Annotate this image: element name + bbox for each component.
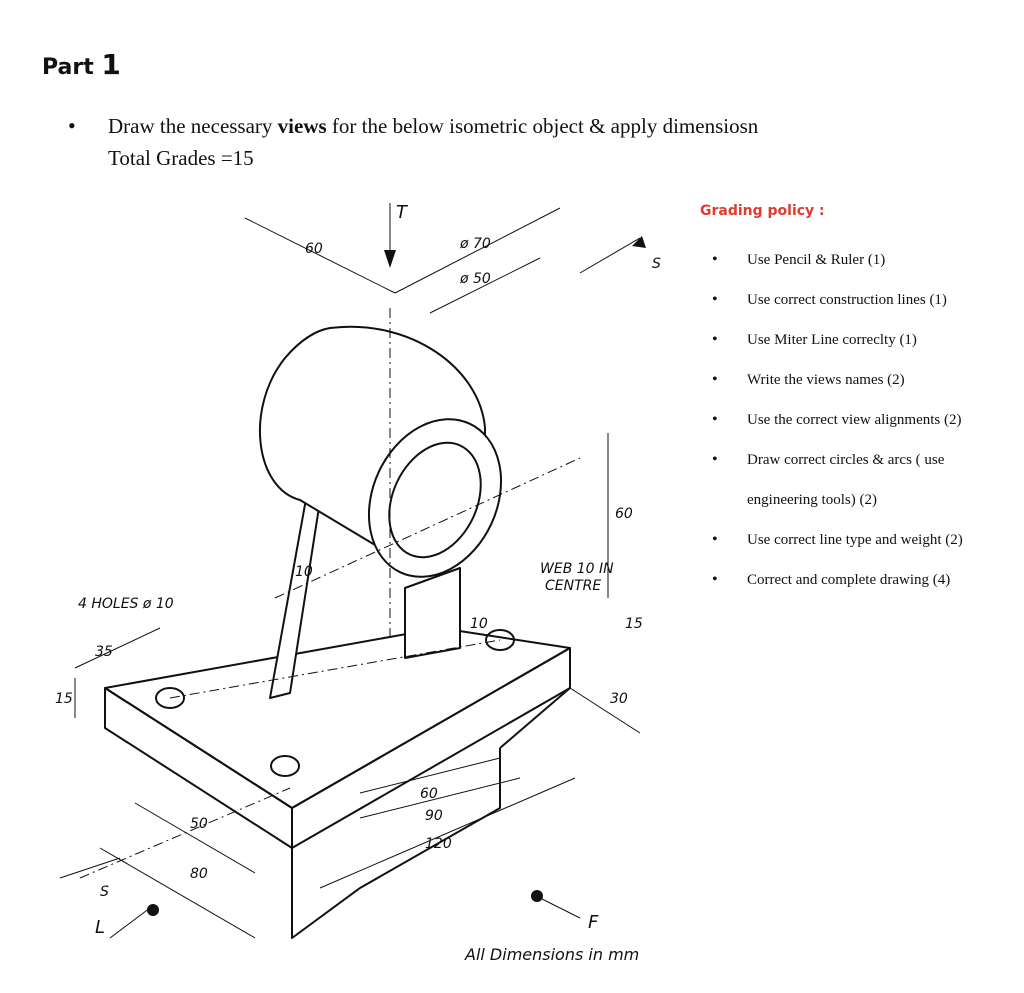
- label-section-s2: S: [100, 884, 109, 900]
- part-number: 1: [101, 48, 121, 81]
- task-prefix: Draw the necessary: [108, 114, 278, 138]
- drawing-footer: All Dimensions in mm: [465, 945, 640, 964]
- grading-item-text: Use Miter Line correclty (1): [747, 332, 917, 348]
- label-dim-35: 35: [95, 644, 113, 660]
- label-dim-dia50: ø 50: [460, 271, 491, 287]
- bullet-icon: •: [712, 451, 718, 468]
- section-line-right: [580, 238, 640, 273]
- task-bold-word: views: [277, 114, 327, 138]
- arrow-left: [147, 904, 159, 916]
- label-dim-80: 80: [190, 866, 208, 882]
- viewing-line-front: [540, 898, 580, 918]
- bullet-icon: •: [712, 411, 718, 428]
- arrow-top: [384, 250, 396, 268]
- grading-item-text: Draw correct circles & arcs ( use: [747, 452, 945, 468]
- isometric-drawing: [40, 188, 700, 978]
- grading-item-text: Use correct construction lines (1): [747, 292, 947, 308]
- centre-line-3: [80, 788, 290, 878]
- label-view-front: F: [588, 912, 599, 933]
- bullet-icon: •: [712, 251, 718, 268]
- task-bullet: •: [68, 113, 76, 138]
- grading-policy-list: [700, 250, 1020, 610]
- label-dim-90: 90: [425, 808, 443, 824]
- label-dim-60-top: 60: [305, 241, 323, 257]
- label-web-note-1: WEB 10 IN: [540, 561, 614, 577]
- grading-item: [700, 370, 1020, 390]
- label-view-top: T: [396, 202, 407, 223]
- upright-web: [405, 568, 460, 658]
- bullet-icon: •: [712, 371, 718, 388]
- label-holes-note: 4 HOLES ø 10: [78, 596, 174, 612]
- grading-item: [700, 330, 1020, 350]
- label-dim-50: 50: [190, 816, 208, 832]
- label-dim-60-height: 60: [615, 506, 633, 522]
- viewing-line-left: [110, 908, 150, 938]
- bullet-icon: •: [712, 331, 718, 348]
- dim-line-35: [75, 628, 160, 668]
- grading-item-subtext: engineering tools) (2): [747, 492, 877, 508]
- grading-policy-title: Grading policy :: [700, 203, 825, 219]
- arrow-front: [531, 890, 543, 902]
- grading-item: [700, 250, 1020, 270]
- task-text: [108, 110, 758, 142]
- grading-item-text: Use Pencil & Ruler (1): [747, 252, 886, 268]
- label-dim-15-right: 15: [625, 616, 643, 632]
- label-dim-30: 30: [610, 691, 628, 707]
- grading-item: [700, 290, 1020, 310]
- section-line-left: [60, 858, 120, 878]
- dim-line-80: [100, 848, 255, 938]
- label-dim-60-slot: 60: [420, 786, 438, 802]
- dim-line-120: [320, 778, 575, 888]
- grading-item-text: Write the views names (2): [747, 372, 905, 388]
- label-section-s1: S: [652, 256, 661, 272]
- dim-line-30: [570, 688, 640, 733]
- label-web-note-2: CENTRE: [545, 578, 602, 594]
- grading-item: [700, 570, 1020, 590]
- grading-item: [700, 410, 1020, 430]
- bullet-icon: •: [712, 291, 718, 308]
- label-dim-10-rib: 10: [295, 564, 313, 580]
- grading-item-text: Correct and complete drawing (4): [747, 572, 951, 588]
- task-grades: Total Grades =15: [108, 146, 254, 170]
- grading-item: [700, 450, 1020, 510]
- part-heading: [42, 48, 121, 81]
- part-label: Part: [42, 55, 94, 80]
- bullet-icon: •: [712, 571, 718, 588]
- grading-item-text: Use the correct view alignments (2): [747, 412, 962, 428]
- label-dim-dia70: ø 70: [460, 236, 491, 252]
- grading-item: [700, 530, 1020, 550]
- grading-item-text: Use correct line type and weight (2): [747, 532, 963, 548]
- label-dim-15: 15: [55, 691, 73, 707]
- label-dim-10-web: 10: [470, 616, 488, 632]
- label-view-left: L: [95, 917, 106, 938]
- task-suffix: for the below isometric object & apply dimensiosn: [326, 114, 759, 138]
- bullet-icon: •: [712, 531, 718, 548]
- label-dim-120: 120: [425, 836, 452, 852]
